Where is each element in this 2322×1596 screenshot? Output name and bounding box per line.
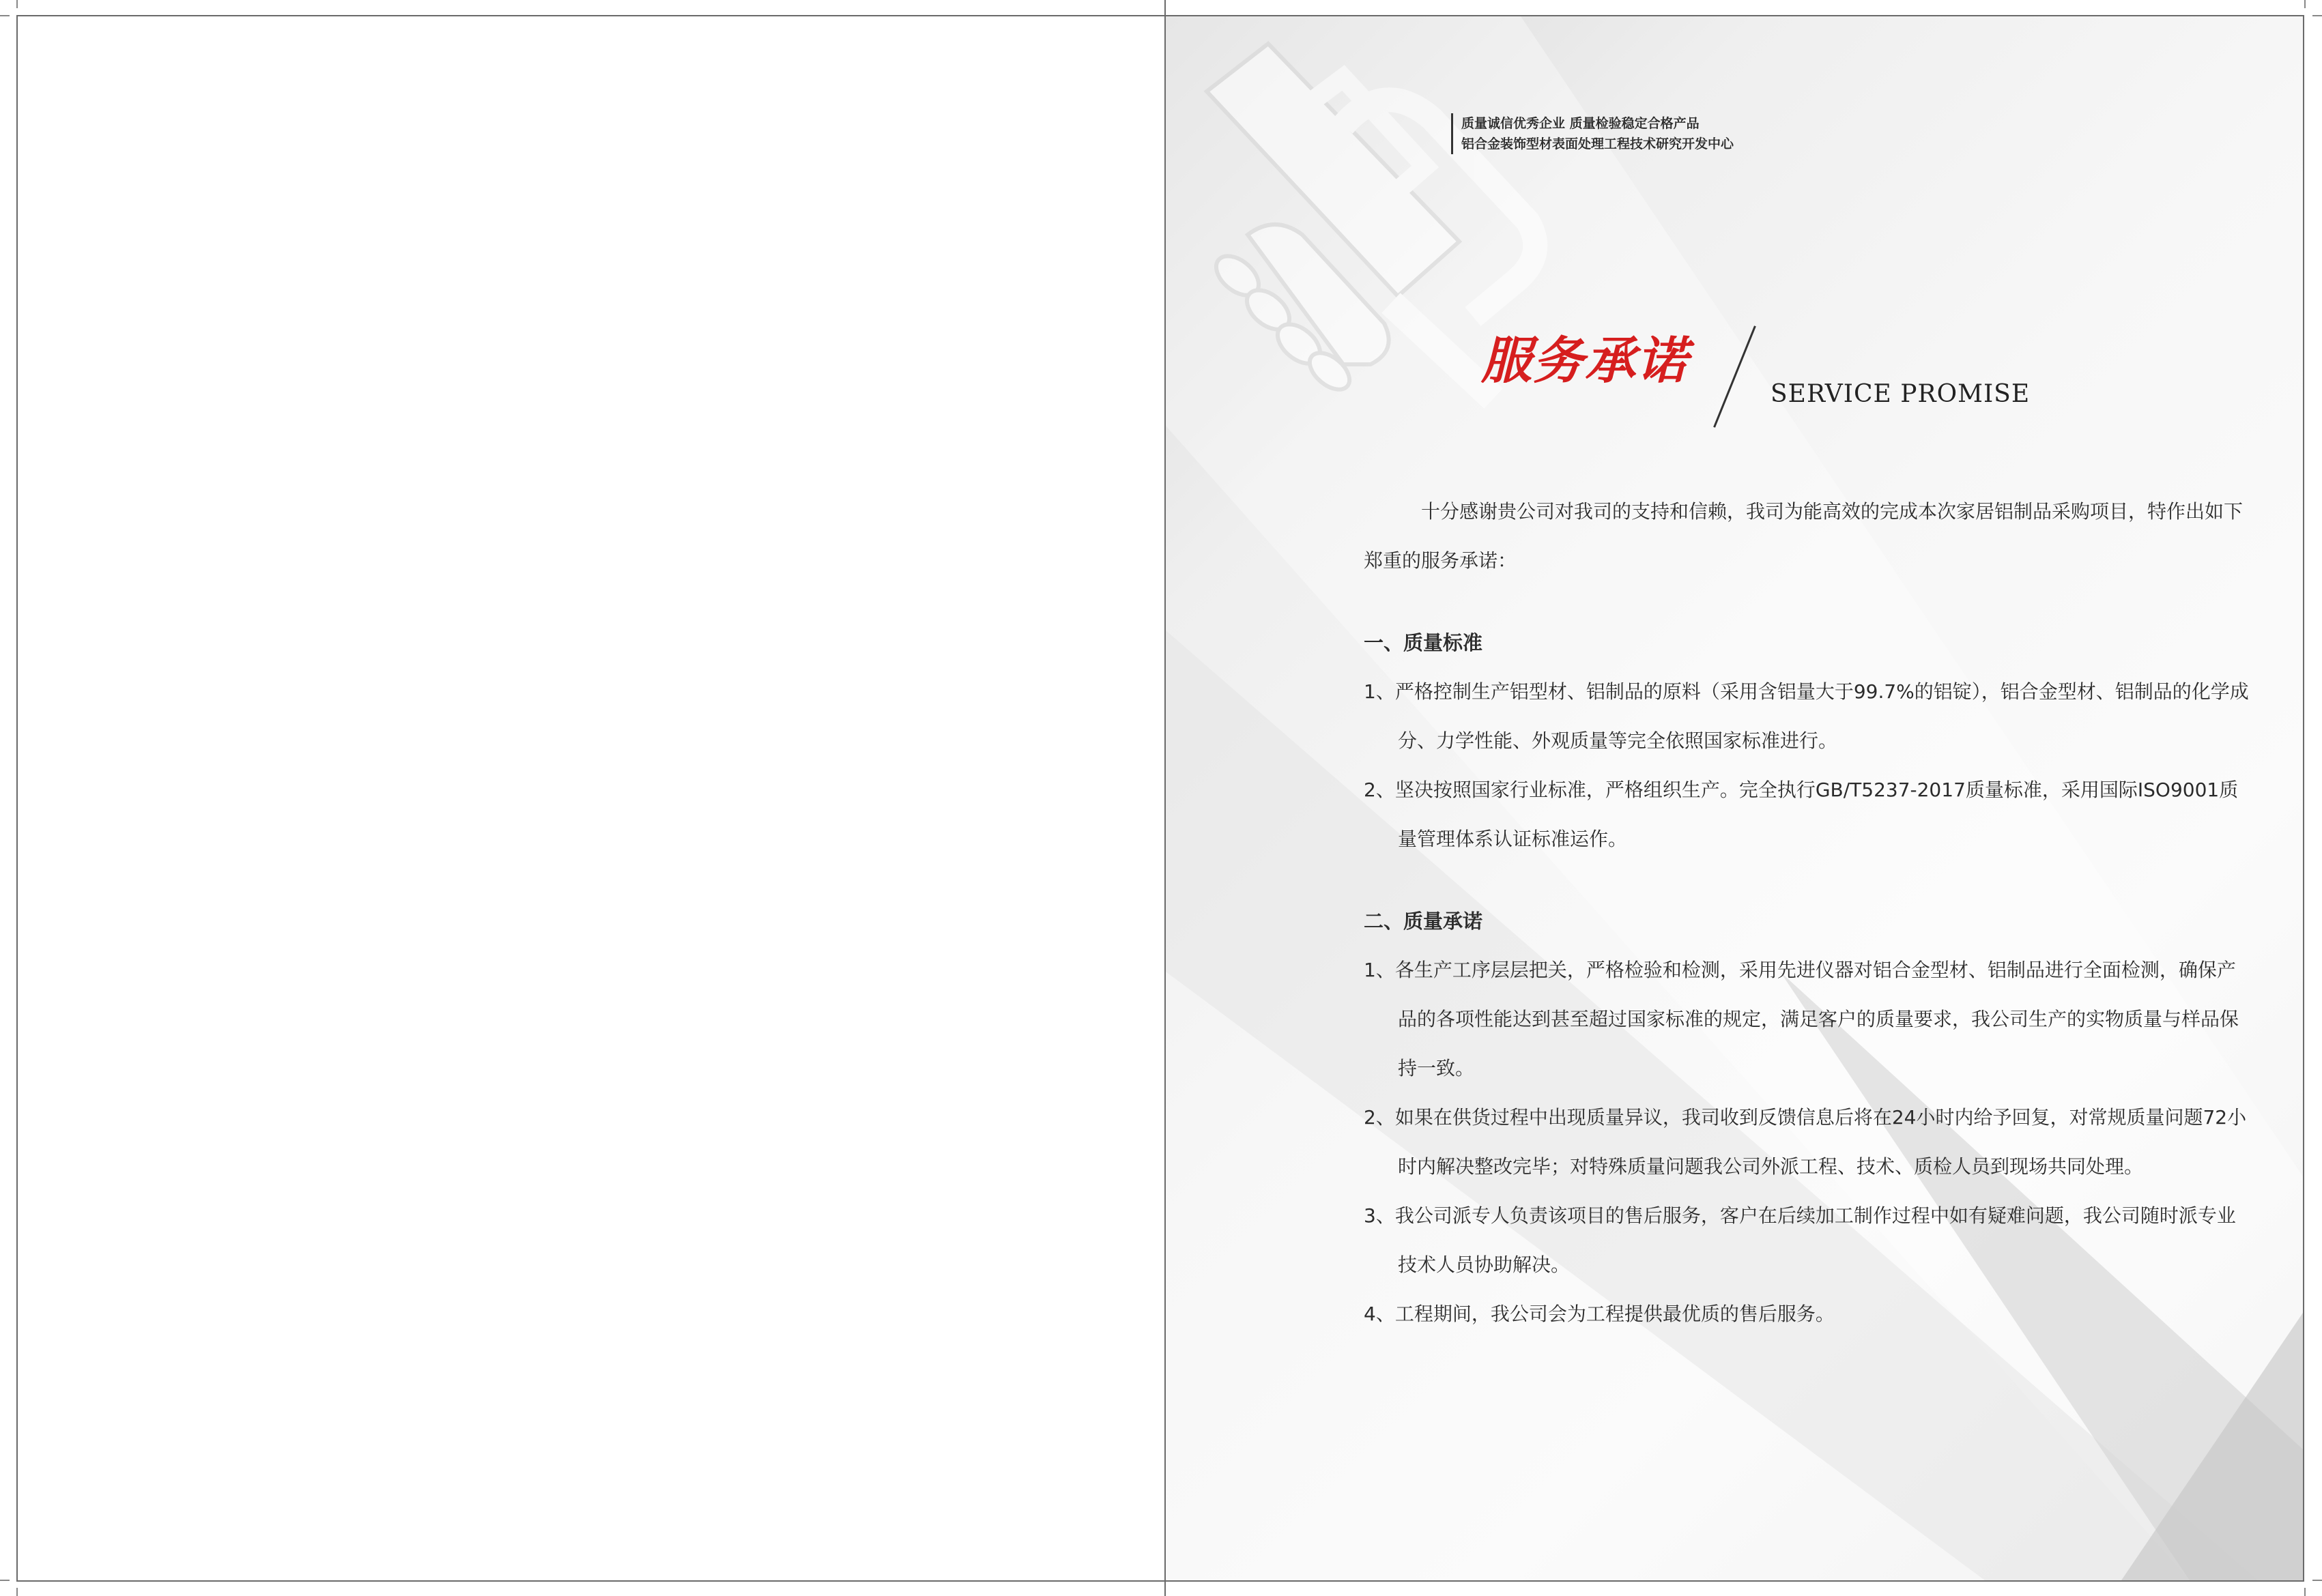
section-title-quality-promise: 二、质量承诺 (1364, 910, 1483, 933)
page-title-en: SERVICE PROMISE (1771, 380, 2031, 408)
list-item: 4、工程期间，我公司会为工程提供最优质的售后服务。 (1364, 1303, 1835, 1325)
crop-mark (16, 0, 18, 8)
crop-mark (16, 1588, 18, 1596)
intro-paragraph: 十分感谢贵公司对我司的支持和信赖，我司为能高效的完成本次家居铝制品采购项目，特作出如下郑重的服务承诺： (1364, 500, 2244, 572)
crop-mark (2312, 1580, 2322, 1581)
list-item: 1、严格控制生产铝型材、铝制品的原料（采用含铝量大于99.7%的铝锭），铝合金型材、铝制品的化学成分、力学性能、外观质量等完全依照国家标准进行。 (1364, 680, 2249, 752)
cert-line-1: 质量诚信优秀企业 质量检验稳定合格产品 (1461, 116, 1700, 131)
crop-mark (2304, 0, 2306, 8)
page-title-cn: 服务承诺 (1481, 332, 1689, 390)
page-spine (1164, 0, 1166, 1596)
crop-mark (2304, 1588, 2306, 1596)
section-title-quality-standard: 一、质量标准 (1364, 631, 1483, 654)
list-item: 1、各生产工序层层把关，严格检验和检测，采用先进仪器对铝合金型材、铝制品进行全面检测，确保产品的各项性能达到甚至超过国家标准的规定，满足客户的质量要求，我公司生产的实物质量与样品保持一致。 (1364, 959, 2239, 1079)
list-item: 2、如果在供货过程中出现质量异议，我司收到反馈信息后将在24小时内给予回复，对常规质量问题72小时内解决整改完毕；对特殊质量问题我公司外派工程、技术、质检人员到现场共同处理。 (1364, 1106, 2247, 1178)
crop-mark (0, 15, 10, 16)
crop-mark (0, 1580, 10, 1581)
spread-border (16, 15, 2304, 1582)
crop-mark (2312, 15, 2322, 16)
cert-line-2: 铝合金装饰型材表面处理工程技术研究开发中心 (1461, 136, 1734, 151)
list-item: 2、坚决按照国家行业标准，严格组织生产。完全执行GB/T5237-2017质量标准，采用国际ISO9001质量管理体系认证标准运作。 (1364, 779, 2239, 850)
list-item: 3、我公司派专人负责该项目的售后服务，客户在后续加工制作过程中如有疑难问题，我公司随时派专业技术人员协助解决。 (1364, 1204, 2236, 1276)
